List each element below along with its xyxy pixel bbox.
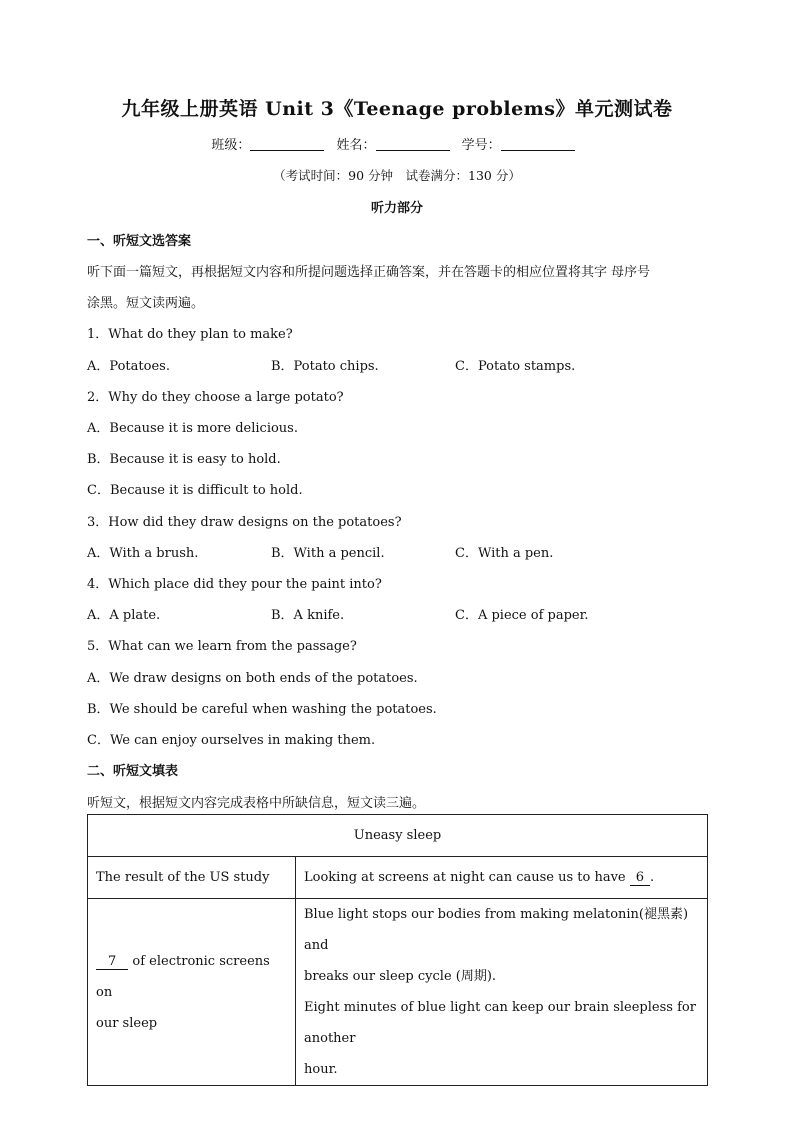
page-title: 九年级上册英语 Unit 3《Teenage problems》单元测试卷 <box>121 98 673 120</box>
q5-option-b[interactable]: B．We should be careful when washing the potatoes. <box>87 702 437 717</box>
row1-end: . <box>650 870 655 885</box>
q4-option-c[interactable]: C．A piece of paper. <box>455 608 589 623</box>
question-1: 1．What do they plan to make? <box>87 327 293 342</box>
q5-option-c[interactable]: C．We can enjoy ourselves in making them. <box>87 733 376 748</box>
blank-7[interactable]: 7 <box>96 954 128 970</box>
table-row1-label: The result of the US study <box>88 857 296 899</box>
question-2: 2．Why do they choose a large potato? <box>87 390 344 405</box>
class-blank[interactable] <box>250 138 324 151</box>
table-row1-content <box>296 857 708 899</box>
number-blank[interactable] <box>501 138 575 151</box>
part1-instruction-line1: 听下面一篇短文，再根据短文内容和所提问题选择正确答案，并在答题卡的相应位置将其字 母序号 <box>87 265 651 280</box>
q2-option-b[interactable]: B．Because it is easy to hold. <box>87 452 281 467</box>
row2-line4: hour. <box>304 1062 338 1077</box>
name-blank[interactable] <box>376 138 450 151</box>
question-4: 4．Which place did they pour the paint into? <box>87 577 382 592</box>
class-label: 班级： <box>211 138 251 153</box>
row2-label-text2: our sleep <box>96 1015 158 1031</box>
blank-6[interactable]: 6 <box>630 870 650 886</box>
question-3: 3．How did they draw designs on the potatoes? <box>87 515 402 530</box>
student-info-row <box>0 134 794 153</box>
q3-option-b[interactable]: B．With a pencil. <box>271 546 385 561</box>
q4-option-a[interactable]: A．A plate. <box>87 608 161 623</box>
name-label: 姓名： <box>336 138 376 153</box>
part2-instruction: 听短文，根据短文内容完成表格中所缺信息，短文读三遍。 <box>87 796 426 811</box>
info-table <box>87 814 708 1086</box>
q3-option-c[interactable]: C．With a pen. <box>455 546 554 561</box>
row2-line1: Blue light stops our bodies from making melatonin(褪黑素) and <box>304 907 689 953</box>
table-title: Uneasy sleep <box>88 815 708 857</box>
q5-option-a[interactable]: A．We draw designs on both ends of the potatoes. <box>87 671 418 686</box>
table-row2-content <box>296 899 708 1086</box>
part1-instruction-line2: 涂黑。短文读两遍。 <box>87 296 205 311</box>
q1-option-a[interactable]: A．Potatoes. <box>87 359 170 374</box>
question-5: 5．What can we learn from the passage? <box>87 639 357 654</box>
part1-heading: 一、听短文选答案 <box>87 234 192 249</box>
q2-option-c[interactable]: C．Because it is difficult to hold. <box>87 483 303 498</box>
row2-line2: breaks our sleep cycle (周期). <box>304 969 497 984</box>
row2-label-text: of electronic screens on <box>96 953 270 1000</box>
q2-option-a[interactable]: A．Because it is more delicious. <box>87 421 298 436</box>
section-title: 听力部分 <box>370 201 423 216</box>
q1-option-c[interactable]: C．Potato stamps. <box>455 359 576 374</box>
row1-text: Looking at screens at night can cause us to have <box>304 870 630 885</box>
table-row2-label <box>88 899 296 1086</box>
exam-info: （考试时间：90 分钟 试卷满分：130 分） <box>273 168 521 183</box>
q4-option-b[interactable]: B．A knife. <box>271 608 345 623</box>
q1-option-b[interactable]: B．Potato chips. <box>271 359 379 374</box>
q3-option-a[interactable]: A．With a brush. <box>87 546 199 561</box>
part2-heading: 二、听短文填表 <box>87 764 179 779</box>
row2-line3: Eight minutes of blue light can keep our brain sleepless for another <box>304 1000 696 1046</box>
number-label: 学号： <box>461 138 501 153</box>
